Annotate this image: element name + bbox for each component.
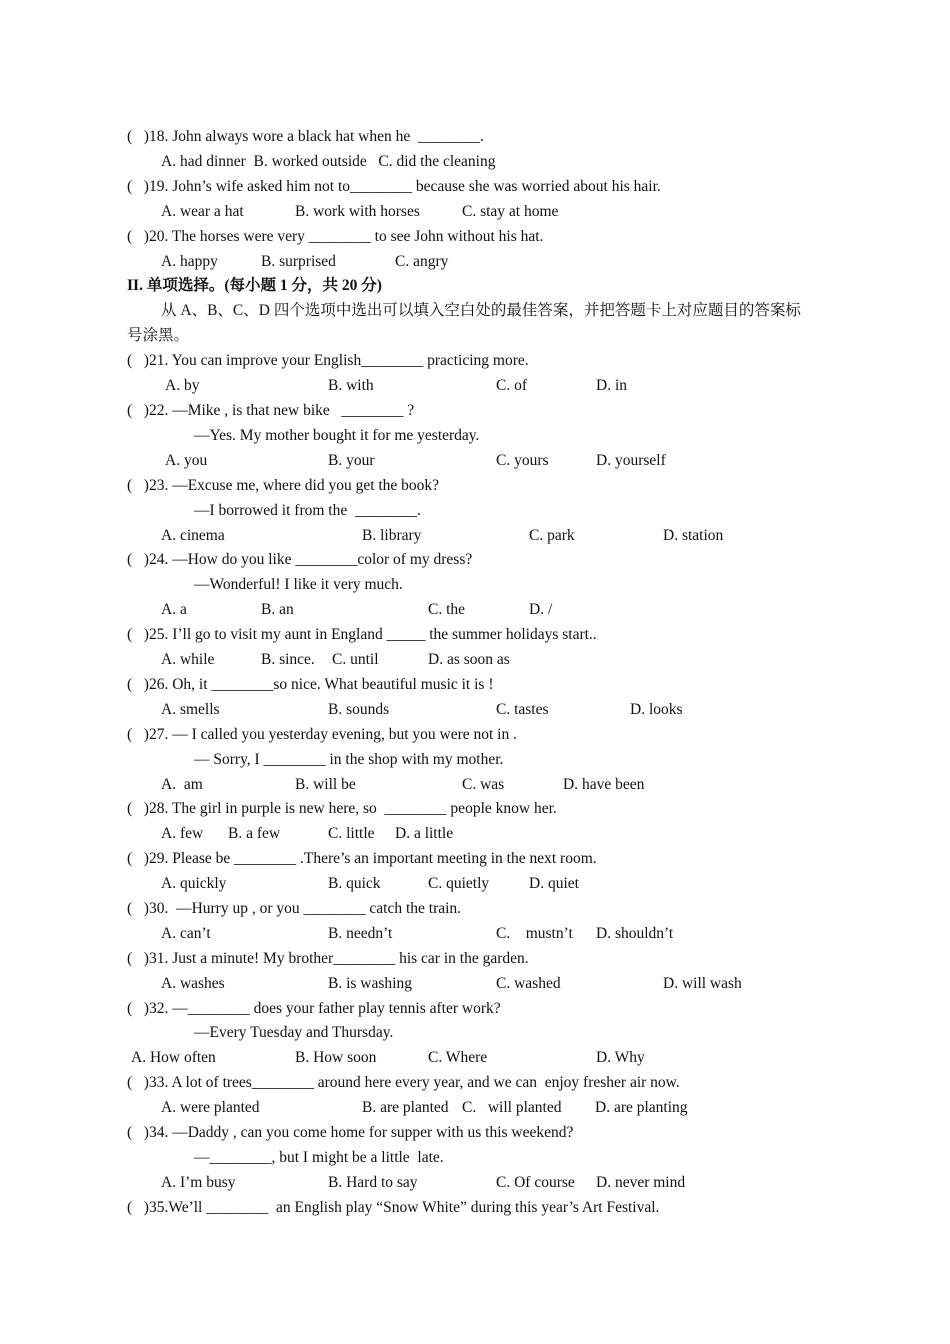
q19-stem: ( )19. John’s wife asked him not to________ because she was worried about his hair. <box>127 178 661 195</box>
q31-option-d: D. will wash <box>663 975 742 992</box>
q19-option-a: A. wear a hat <box>161 203 244 220</box>
q34-option-b: B. Hard to say <box>328 1174 418 1191</box>
q24-stem: ( )24. —How do you like ________color of my dress? <box>127 551 473 568</box>
q22-option-c: C. yours <box>496 452 549 469</box>
q35-stem: ( )35.We’ll ________ an English play “Snow White” during this year’s Art Festival. <box>127 1199 660 1216</box>
q32-option-c: C. Where <box>428 1049 488 1066</box>
q24-option-a: A. a <box>161 601 187 618</box>
q21-option-a: A. by <box>165 377 200 394</box>
q21-option-b: B. with <box>328 377 374 394</box>
q23-option-d: D. station <box>663 527 724 544</box>
q27-reply: — Sorry, I ________ in the shop with my mother. <box>194 751 504 768</box>
q24-option-c: C. the <box>428 601 466 618</box>
q26-option-c: C. tastes <box>496 701 549 718</box>
q20-option-c: C. angry <box>395 253 449 270</box>
q31-option-c: C. washed <box>496 975 561 992</box>
q34-reply: —________, but I might be a little late. <box>194 1149 444 1166</box>
q33-option-c: C. will planted <box>462 1099 562 1116</box>
q29-option-d: D. quiet <box>529 875 579 892</box>
q27-option-a: A. am <box>161 776 203 793</box>
q34-option-c: C. Of course <box>496 1174 575 1191</box>
q30-option-a: A. can’t <box>161 925 211 942</box>
q23-reply: —I borrowed it from the ________. <box>194 502 421 519</box>
q28-stem: ( )28. The girl in purple is new here, so ________ people know her. <box>127 800 557 817</box>
q26-option-a: A. smells <box>161 701 220 718</box>
q23-option-a: A. cinema <box>161 527 225 544</box>
q25-stem: ( )25. I’ll go to visit my aunt in England _____ the summer holidays start.. <box>127 626 597 643</box>
q25-option-b: B. since. <box>261 651 315 668</box>
q19-option-c: C. stay at home <box>462 203 559 220</box>
q20-option-a: A. happy <box>161 253 218 270</box>
q22-option-d: D. yourself <box>596 452 666 469</box>
q22-reply: —Yes. My mother bought it for me yesterday. <box>194 427 480 444</box>
section-instructions-line1: 从 A、B、C、D 四个选项中选出可以填入空白处的最佳答案，并把答题卡上对应题目的答案标 <box>161 302 801 319</box>
q26-option-b: B. sounds <box>328 701 390 718</box>
q24-option-b: B. an <box>261 601 294 618</box>
q32-reply: —Every Tuesday and Thursday. <box>194 1024 394 1041</box>
q27-stem: ( )27. — I called you yesterday evening, but you were not in . <box>127 726 517 743</box>
q25-option-a: A. while <box>161 651 215 668</box>
q29-option-b: B. quick <box>328 875 381 892</box>
q34-stem: ( )34. —Daddy , can you come home for supper with us this weekend? <box>127 1124 574 1141</box>
q20-option-b: B. surprised <box>261 253 336 270</box>
q30-option-c: C. mustn’t <box>496 925 573 942</box>
q21-option-d: D. in <box>596 377 627 394</box>
q22-option-a: A. you <box>165 452 208 469</box>
q18-options: A. had dinner B. worked outside C. did the cleaning <box>161 153 496 170</box>
q27-option-c: C. was <box>462 776 505 793</box>
q33-option-d: D. are planting <box>595 1099 688 1116</box>
q19-option-b: B. work with horses <box>295 203 420 220</box>
q22-stem: ( )22. —Mike , is that new bike ________ ? <box>127 402 415 419</box>
q26-stem: ( )26. Oh, it ________so nice. What beautiful music it is ! <box>127 676 494 693</box>
q21-stem: ( )21. You can improve your English________ practicing more. <box>127 352 529 369</box>
q34-option-a: A. I’m busy <box>161 1174 236 1191</box>
q32-option-d: D. Why <box>596 1049 645 1066</box>
section-heading: II. 单项选择。(每小题 1 分，共 20 分) <box>127 277 382 294</box>
section-instructions-line2: 号涂黑。 <box>127 327 190 344</box>
q23-option-c: C. park <box>529 527 575 544</box>
q27-option-d: D. have been <box>563 776 645 793</box>
q34-option-d: D. never mind <box>596 1174 686 1191</box>
q30-stem: ( )30. —Hurry up , or you ________ catch the train. <box>127 900 462 917</box>
q28-option-a: A. few <box>161 825 204 842</box>
q20-stem: ( )20. The horses were very ________ to see John without his hat. <box>127 228 544 245</box>
q33-option-b: B. are planted <box>362 1099 449 1116</box>
q22-option-b: B. your <box>328 452 375 469</box>
q28-option-b: B. a few <box>228 825 281 842</box>
q32-stem: ( )32. —________ does your father play tennis after work? <box>127 1000 501 1017</box>
q33-option-a: A. were planted <box>161 1099 260 1116</box>
q30-option-d: D. shouldn’t <box>596 925 674 942</box>
q29-stem: ( )29. Please be ________ .There’s an important meeting in the next room. <box>127 850 597 867</box>
q32-option-a: A. How often <box>131 1049 216 1066</box>
q32-option-b: B. How soon <box>295 1049 377 1066</box>
q30-option-b: B. needn’t <box>328 925 393 942</box>
q23-stem: ( )23. —Excuse me, where did you get the book? <box>127 477 440 494</box>
q18-stem: ( )18. John always wore a black hat when he ________. <box>127 128 484 145</box>
q24-reply: —Wonderful! I like it very much. <box>194 576 403 593</box>
q31-stem: ( )31. Just a minute! My brother________ his car in the garden. <box>127 950 529 967</box>
q21-option-c: C. of <box>496 377 527 394</box>
q33-stem: ( )33. A lot of trees________ around here every year, and we can enjoy fresher air now. <box>127 1074 680 1091</box>
q29-option-a: A. quickly <box>161 875 227 892</box>
q24-option-d: D. / <box>529 601 553 618</box>
q28-option-d: D. a little <box>395 825 454 842</box>
q27-option-b: B. will be <box>295 776 356 793</box>
q25-option-d: D. as soon as <box>428 651 510 668</box>
q31-option-a: A. washes <box>161 975 225 992</box>
q26-option-d: D. looks <box>630 701 683 718</box>
q28-option-c: C. little <box>328 825 375 842</box>
q23-option-b: B. library <box>362 527 422 544</box>
q25-option-c: C. until <box>332 651 379 668</box>
q29-option-c: C. quietly <box>428 875 490 892</box>
q31-option-b: B. is washing <box>328 975 412 992</box>
